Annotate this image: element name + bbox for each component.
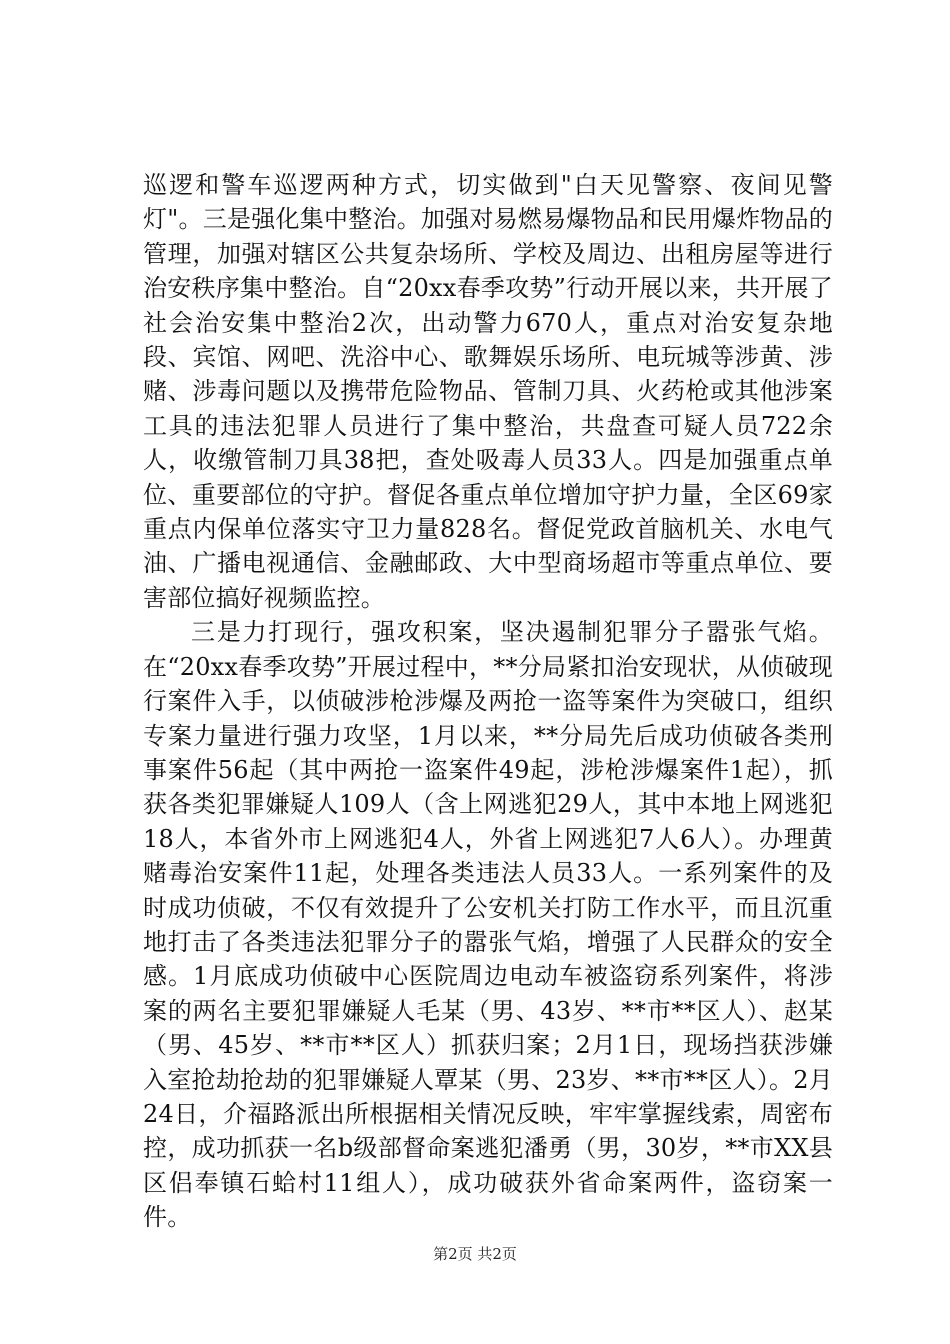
paragraph-security-measures: 巡逻和警车巡逻两种方式，切实做到"白天见警察、夜间见警灯"。三是强化集中整治。加强对易燃易爆物品和民用爆炸物品的管理，加强对辖区公共复杂场所、学校及周边、出租房屋等进行治安秩序集中整治。自“20xx春季攻势”行动开展以来，共开展了社会治安集中整治2次，出动警力670人，重点对治安复杂地段、宾馆、网吧、洗浴中心、歌舞娱乐场所、电玩城等涉黄、涉赌、涉毒问题以及携带危险物品、管制刀具、火药枪或其他涉案工具的违法犯罪人员进行了集中整治，共盘查可疑人员722余人，收缴管制刀具38把，查处吸毒人员33人。四是加强重点单位、重要部位的守护。督促各重点单位增加守护力量，全区69家重点内保单位落实守卫力量828名。督促党政首脑机关、水电气油、广播电视通信、金融邮政、大中型商场超市等重点单位、要害部位搞好视频监控。	[143, 171, 833, 612]
document-body	[143, 168, 833, 1235]
paragraph-crime-crackdown: 三是力打现行，强攻积案，坚决遏制犯罪分子嚣张气焰。在“20xx春季攻势”开展过程中，**分局紧扣治安现状，从侦破现行案件入手，以侦破涉枪涉爆及两抢一盗等案件为突破口，组织专案力量进行强力攻坚，1月以来，**分局先后成功侦破各类刑事案件56起（其中两抢一盗案件49起，涉枪涉爆案件1起），抓获各类犯罪嫌疑人109人（含上网逃犯29人，其中本地上网逃犯18人，本省外市上网逃犯4人，外省上网逃犯7人6人）。办理黄赌毒治安案件11起，处理各类违法人员33人。一系列案件的及时成功侦破，不仅有效提升了公安机关打防工作水平，而且沉重地打击了各类违法犯罪分子的嚣张气焰，增强了人民群众的安全感。1月底成功侦破中心医院周边电动车被盗窃系列案件，将涉案的两名主要犯罪嫌疑人毛某（男、43岁、**市**区人）、赵某（男、45岁、**市**区人）抓获归案；2月1日，现场挡获涉嫌入室抢劫抢劫的犯罪嫌疑人覃某（男、23岁、**市**区人）。2月24日，介福路派出所根据相关情况反映，牢牢掌握线索，周密布控，成功抓获一名b级部督命案逃犯潘勇（男，30岁，**市XX县区侣奉镇石蛤村11组人），成功破获外省命案两件，盗窃案一件。	[143, 618, 833, 1232]
page-footer: 第2页 共2页	[433, 1245, 517, 1263]
